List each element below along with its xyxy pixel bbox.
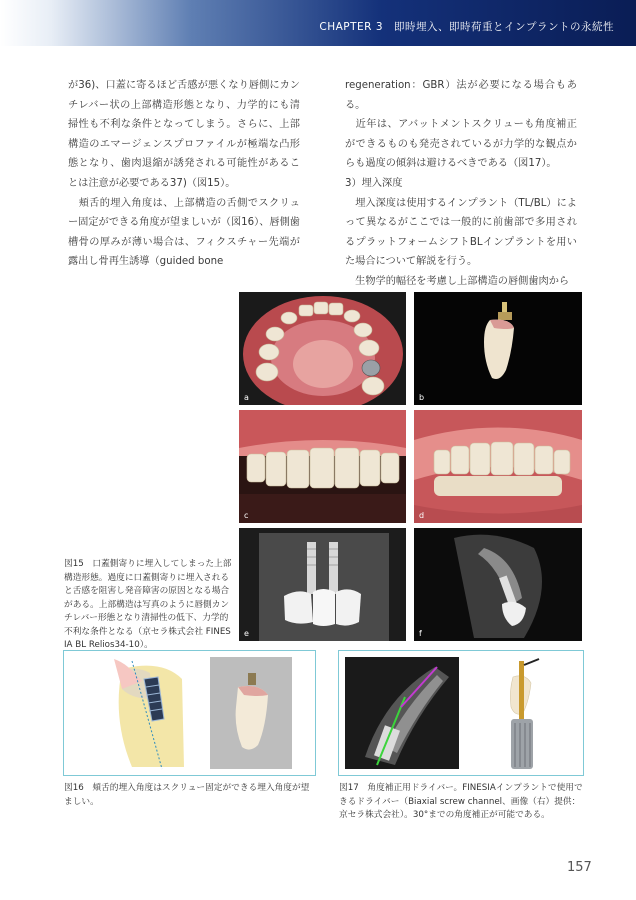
figure-label: a xyxy=(244,393,249,402)
text-column-right xyxy=(345,76,577,292)
section-heading: 3）埋入深度 xyxy=(345,177,403,189)
figure-label: b xyxy=(419,393,425,402)
figure-17-driver-photo xyxy=(469,657,577,769)
figure-15b-crown-photo xyxy=(414,292,582,405)
paragraph: 頬舌的埋入角度は、上部構造の舌側でスクリュー固定ができる角度が望ましいが（図16）、唇側歯槽骨の厚みが薄い場合は、フィクスチャー先端が露出し骨再生誘導（guided bone xyxy=(68,197,300,268)
figure-label: f xyxy=(419,629,422,638)
figure-15a-occlusal-photo xyxy=(239,292,406,405)
figure-15c-frontal-photo xyxy=(239,410,406,523)
figure-17-frame xyxy=(338,650,584,776)
figure-label: e xyxy=(244,629,249,638)
text-column-left xyxy=(68,76,300,272)
figure-16-crown-photo xyxy=(210,657,292,769)
figure-15f-ct-scan xyxy=(414,528,582,641)
figure-15-caption: 図15 口蓋側寄りに埋入してしまった上部構造形態。過度に口蓋側寄りに埋入されると舌感を阻害し発音障害の原因となる場合がある。上部構造は写真のように唇側カンチレバー形態となり清掃性の低下、力学的不利な条件となる（京セラ株式会社 FINESIA BL Relios34-10）。 xyxy=(64,559,232,650)
paragraph: 埋入深度は使用するインプラント（TL/BL）によって異なるがここでは一般的に前歯部で多用されるプラットフォームシフトBLインプラントを用いた場合について解説を行う。 xyxy=(345,197,577,268)
page-number: 157 xyxy=(567,860,592,875)
chapter-title: CHAPTER 3 即時埋入、即時荷重とインプラントの永続性 xyxy=(319,21,614,33)
figure-17-caption: 図17 角度補正用ドライバー。FINESIAインプラントで使用できるドライバー（Biaxial screw channel、画像（右）提供：京セラ株式会社）。30°までの角度補正が可能である。 xyxy=(339,783,583,820)
figure-label: c xyxy=(244,511,249,520)
paragraph: 生物学的幅径を考慮し上部構造の唇側歯肉から xyxy=(345,275,570,287)
figure-16-caption: 図16 頬舌的埋入角度はスクリュー固定ができる埋入角度が望ましい。 xyxy=(64,783,310,807)
figure-16-implant-illustration xyxy=(92,659,192,771)
figure-15e-xray xyxy=(239,528,406,641)
figure-16-frame xyxy=(63,650,316,776)
paragraph: が36)、口蓋に寄るほど舌感が悪くなり唇側にカンチレバー状の上部構造形態となり、力学的にも清掃性も不利な条件となってしまう。さらに、上部構造のエマージェンスプロファイルが極端な凸形態となり、歯肉退縮が誘発される可能性があることは注意が必要である37)（図15）。 xyxy=(68,80,300,189)
figure-label: d xyxy=(419,511,425,520)
paragraph: regeneration：GBR）法が必要になる場合もある。 xyxy=(345,80,577,111)
chapter-header-bar xyxy=(0,0,636,46)
paragraph: 近年は、アバットメントスクリューも角度補正ができるものも発売されているが力学的な観点からも過度の傾斜は避けるべきである（図17）。 xyxy=(345,119,577,170)
figure-17-ct-angled-screw xyxy=(345,657,459,769)
figure-15d-smile-photo xyxy=(414,410,582,523)
